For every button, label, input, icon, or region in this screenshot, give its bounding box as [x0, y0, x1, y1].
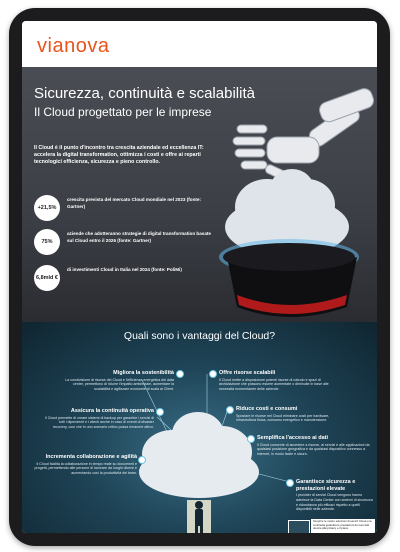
stat-text: di investimenti Cloud in Italia nel 2024 (fonte: PoliMi) [67, 267, 182, 272]
benefit-title: Incrementa collaborazione e agilità [45, 454, 137, 460]
hero-title: Sicurezza, continuità e scalabilità [34, 85, 255, 102]
hero-intro-text: Il Cloud è il punto d'incontro tra crescita aziendale ed eccellenza IT: accelera la digital transformation, ottimizza i costi e offre ai reparti tecnologici efficienza, sicurezza e pieno controllo. [34, 145, 204, 165]
server-icon [288, 520, 310, 533]
benefit-marker-icon [156, 408, 164, 416]
benefit-marker-icon [226, 406, 234, 414]
benefit-marker-icon [176, 370, 184, 378]
benefit-item [27, 454, 137, 476]
stat-item [34, 229, 234, 255]
benefit-description: Il Cloud mette a disposizione potenti risorse di calcolo e spazi di archiviazione che possono essere aumentate o diminuite in base alle necessità momentanee delle aziende. [219, 377, 329, 392]
stat-value: 6,8mld € [34, 265, 60, 291]
benefit-marker-icon [247, 435, 255, 443]
benefit-marker-icon [138, 456, 146, 464]
benefit-description: I provider di servizi Cloud vengono hanno aderisce la Data Center con sistemi di sicurezza e ridondanza più efficaci rispetto a quelli disponibili nelle aziende. [296, 493, 373, 512]
benefit-item [64, 370, 174, 392]
cta-note[interactable]: Scoprire le nostre soluzioni di servizi Cloud e la continuità garantita le prestazioni dei tuoi dati dovute alla privacy e il piano. [311, 519, 375, 533]
tablet-frame [9, 8, 390, 546]
stat-item [34, 265, 234, 291]
brand-logo[interactable]: vianova [37, 35, 110, 57]
magician-hat-icon [223, 243, 357, 317]
benefit-item [296, 479, 374, 512]
benefit-title: Riduce costi e consumi [236, 406, 298, 412]
benefit-description: La condivisione di risorse del Cloud e l'efficienza energetica dei data center, permettono di ridurre l'impatto ambientale, aumentare la scalabilità e agilizzare economie di scala ai Client. [65, 377, 174, 392]
stat-text: aziende che adotteranno strategie di digital transformation basate sul Cloud entro il 2026 (fonte: Gartner) [67, 231, 211, 243]
stat-value: 75% [34, 229, 60, 255]
header-bar [22, 21, 377, 67]
benefit-description: Spostare le risorse nel Cloud eliminare costi per hardware, infrastruttura fisica, consumo energetico e manutenzione. [236, 413, 330, 423]
benefit-item [219, 370, 329, 392]
hero-section [22, 67, 377, 322]
benefits-section [22, 322, 377, 533]
benefit-description: Il Cloud facilita la collaborazione in tempo reale su documenti e progetti, permettendo alle persone di lavorare da luoghi diversi e aumentando così la produttività dei team. [34, 461, 137, 476]
stat-item [34, 195, 234, 221]
benefit-item [44, 408, 154, 430]
benefit-title: Migliora la sostenibilità [113, 370, 174, 376]
cloud-icon [139, 412, 259, 498]
benefit-title: Garantisce sicurezza e prestazioni elevate [296, 479, 356, 492]
benefits-title: Quali sono i vantaggi del Cloud? [123, 330, 276, 342]
benefit-title: Assicura la continuità operativa [70, 408, 154, 414]
benefit-item [236, 406, 346, 423]
benefit-title: Offre risorse scalabili [219, 370, 276, 376]
benefit-title: Semplifica l'accesso ai dati [257, 435, 329, 441]
benefit-item [257, 435, 372, 457]
stat-text: crescita prevista del mercato Cloud mondiale nel 2023 (fonte: Gartner) [67, 197, 202, 209]
benefit-description: Il Cloud permette di creare sistemi di backup per garantire i servizi di tutti i dipendenti e i clienti anche in caso di eventi di disaster recovery, così che in uno scenario critico possa rimanere attivo. [44, 415, 154, 430]
hero-subtitle: Il Cloud progettato per le imprese [34, 105, 212, 119]
benefit-description: Il Cloud consente di accedere a risorse, ai servizi e alle applicazioni da qualsiasi posizione geografica e da qualsiasi dispositivo connesso a internet, in modo facile e sicuro. [257, 442, 370, 457]
benefit-marker-icon [286, 479, 294, 487]
benefit-marker-icon [209, 370, 217, 378]
stat-value: +21,5% [34, 195, 60, 221]
infographic-screen [22, 21, 377, 533]
